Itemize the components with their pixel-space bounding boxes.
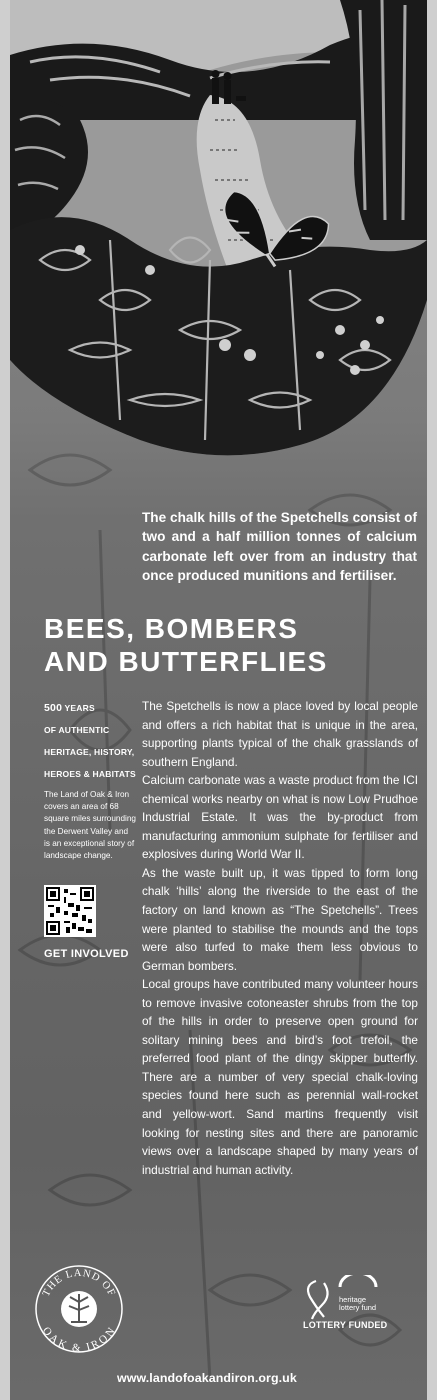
body-paragraph: The Spetchells is now a place loved by local people and offers a rich habitat that is unique in the area, supporting plants typical of the chalk grasslands of southern England. (142, 699, 418, 769)
qr-code[interactable] (44, 885, 96, 937)
stat-line: HEROES & HABITATS (44, 769, 136, 779)
title-line: AND BUTTERFLIES (44, 646, 328, 677)
banner (10, 0, 427, 1400)
hlf-line: lottery fund (339, 1303, 377, 1312)
body-paragraph: Calcium carbonate was a waste product from the ICI chemical works nearby on what is now Low Prudhoe Industrial Estate. It was the by-product from manufacturing ammonium sulphate for fertiliser and explosives during World War II. (142, 773, 418, 862)
hlf-line: heritage (339, 1295, 367, 1304)
intro-paragraph: The chalk hills of the Spetchells consist of two and a half million tonnes of calcium carbonate left over from an industry that once produced munitions and fertiliser. (142, 509, 417, 584)
hlf-text (339, 1296, 399, 1312)
svg-text:OAK & IRON (40, 1325, 118, 1354)
body-paragraph: Local groups have contributed many volunteer hours to remove invasive cotoneaster shrubs from the top of the hills in order to preserve open ground for solitary mining bees and bird’s foot trefoil, the preferred food plant of the dingy skipper butterfly. There are a number of very special chalk-loving species found here such as perennial wall-rocket and yellow-wort. Sand martins frequently visit looking for nesting sites and there are panoramic views over a landscape shaped by many years of industrial and human activity. (142, 977, 418, 1177)
logo-bottom-text: OAK & IRON (39, 1324, 119, 1354)
page-title (44, 612, 424, 678)
woodcut-illustration (10, 0, 427, 470)
sidebar-description: The Land of Oak & Iron covers an area of 68 square miles surrounding the Derwent Valley and is an exceptional story of landscape change. (44, 790, 136, 861)
stat-unit: YEARS (64, 703, 95, 713)
stat-line (44, 697, 136, 719)
logo-top-text: THE LAND OF (40, 1267, 118, 1299)
lottery-funded-label: LOTTERY FUNDED (303, 1320, 388, 1330)
stat-number: 500 (44, 702, 63, 714)
get-involved-label[interactable]: GET INVOLVED (44, 948, 129, 960)
land-of-oak-and-iron-logo (34, 1264, 124, 1354)
body-paragraph: As the waste built up, it was tipped to form long chalk ‘hills’ along the riverside to the east of the factory on land known as “The Spetchells”. Trees were planted to stabilise the mounds and the tops were also turfed to make them less obvious to German bombers. (142, 865, 418, 973)
stat-line: OF AUTHENTIC (44, 725, 110, 735)
title-line: BEES, BOMBERS (44, 613, 299, 644)
stat-line: HERITAGE, HISTORY, (44, 747, 135, 757)
website-url[interactable]: www.landofoakandiron.org.uk (117, 1371, 297, 1385)
sidebar (44, 697, 136, 862)
body-text (142, 697, 418, 1179)
